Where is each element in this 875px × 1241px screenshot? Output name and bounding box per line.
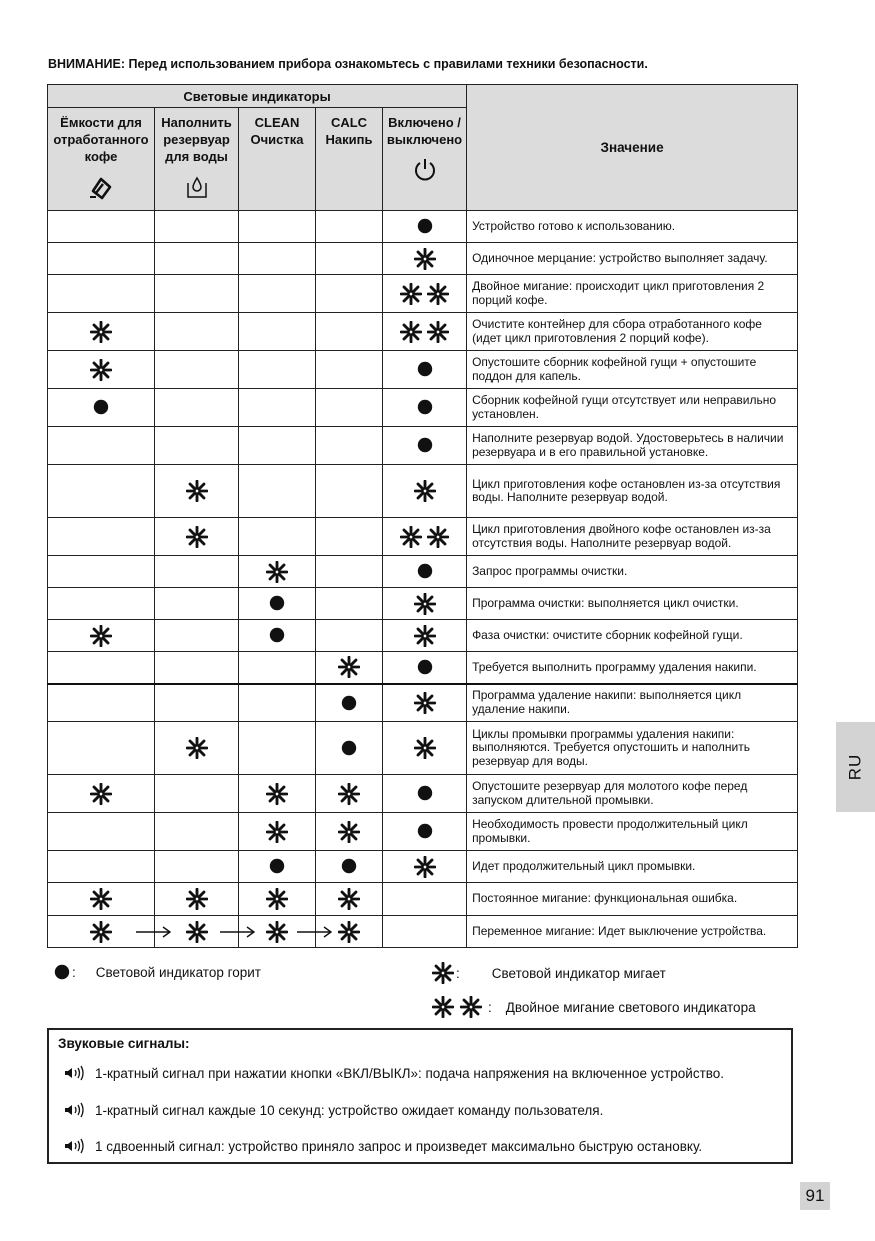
indicator-cell bbox=[155, 518, 239, 556]
blink-icon bbox=[427, 283, 449, 305]
table-row bbox=[48, 851, 798, 883]
table-row bbox=[48, 427, 798, 465]
indicator-cell bbox=[316, 556, 383, 588]
indicator-cell bbox=[316, 775, 383, 813]
safety-warning: ВНИМАНИЕ: Перед использованием прибора ознакомьтесь с правилами техники безопасности. bbox=[48, 57, 648, 71]
indicator-column-header bbox=[155, 108, 239, 211]
indicator-cell bbox=[48, 722, 155, 775]
blink-icon bbox=[338, 783, 360, 805]
indicator-cell bbox=[155, 465, 239, 518]
indicator-cell bbox=[383, 684, 467, 722]
indicator-cell bbox=[155, 684, 239, 722]
on-icon bbox=[269, 627, 285, 643]
indicator-cell bbox=[316, 275, 383, 313]
indicator-cell bbox=[48, 813, 155, 851]
indicator-cell bbox=[48, 275, 155, 313]
indicator-cell bbox=[48, 313, 155, 351]
indicator-cell bbox=[316, 243, 383, 275]
indicator-cell bbox=[383, 211, 467, 243]
on-icon bbox=[417, 659, 433, 675]
indicator-cell bbox=[239, 722, 316, 775]
blink-icon bbox=[432, 996, 454, 1018]
indicator-cell bbox=[48, 620, 155, 652]
indicator-cell bbox=[48, 652, 155, 684]
sound-item-text: 1-кратный сигнал при нажатии кнопки «ВКЛ/ВЫКЛ»: подача напряжения на включенное устройство. bbox=[95, 1065, 725, 1081]
language-tab bbox=[836, 722, 875, 812]
column-header-line: выключено bbox=[386, 132, 463, 147]
indicator-cell bbox=[383, 351, 467, 389]
indicator-cell bbox=[239, 684, 316, 722]
meaning-cell: Опустошите резервуар для молотого кофе перед запуском длительной промывки. bbox=[467, 775, 798, 813]
indicator-cell bbox=[316, 518, 383, 556]
indicator-cell bbox=[155, 588, 239, 620]
meaning-cell: Постоянное мигание: функциональная ошибка. bbox=[467, 883, 798, 916]
table-row bbox=[48, 722, 798, 775]
on-icon bbox=[417, 563, 433, 579]
meaning-cell: Одиночное мерцание: устройство выполняет задачу. bbox=[467, 243, 798, 275]
on-icon bbox=[54, 964, 70, 980]
indicator-cell bbox=[155, 883, 239, 916]
table-row bbox=[48, 211, 798, 243]
sound-item bbox=[63, 1102, 603, 1118]
sound-item-text: 1 сдвоенный сигнал: устройство приняло запрос и произведет максимально быструю остановку. bbox=[95, 1138, 703, 1154]
legend-blink-text: Световой индикатор мигает bbox=[491, 965, 666, 981]
sound-item bbox=[63, 1065, 724, 1081]
indicator-cell bbox=[383, 275, 467, 313]
indicator-cell bbox=[48, 427, 155, 465]
indicator-cell bbox=[316, 620, 383, 652]
indicator-cell bbox=[155, 556, 239, 588]
column-header-line: Ёмкости для bbox=[60, 115, 142, 130]
indicator-cell bbox=[316, 851, 383, 883]
indicator-cell bbox=[155, 722, 239, 775]
meaning-cell: Программа удаление накипи: выполняется цикл удаление накипи. bbox=[467, 684, 798, 722]
indicator-cell bbox=[383, 588, 467, 620]
indicator-cell bbox=[383, 813, 467, 851]
indicator-cell bbox=[316, 588, 383, 620]
indicator-cell bbox=[383, 518, 467, 556]
indicator-cell bbox=[48, 916, 155, 948]
indicator-cell bbox=[239, 775, 316, 813]
blink-icon bbox=[186, 737, 208, 759]
table-row bbox=[48, 684, 798, 722]
meaning-header: Значение bbox=[467, 85, 798, 211]
indicator-cell bbox=[48, 211, 155, 243]
column-header-line: Очистка bbox=[250, 132, 304, 147]
indicator-cell bbox=[239, 313, 316, 351]
column-header-line: кофе bbox=[84, 149, 118, 164]
indicator-cell bbox=[316, 813, 383, 851]
blink-icon bbox=[338, 888, 360, 910]
indicators-group-header: Световые индикаторы bbox=[48, 85, 467, 108]
indicator-cell bbox=[155, 916, 239, 948]
indicator-column-header bbox=[316, 108, 383, 211]
blink-icon bbox=[90, 783, 112, 805]
sound-item-text: 1-кратный сигнал каждые 10 секунд: устройство ожидает команду пользователя. bbox=[95, 1102, 604, 1118]
blink-icon bbox=[90, 359, 112, 381]
indicator-cell bbox=[155, 389, 239, 427]
table-row bbox=[48, 652, 798, 684]
blink-icon bbox=[414, 856, 436, 878]
indicator-cell bbox=[48, 883, 155, 916]
indicator-cell bbox=[383, 620, 467, 652]
indicator-cell bbox=[155, 313, 239, 351]
indicator-cell bbox=[239, 465, 316, 518]
indicator-cell bbox=[383, 556, 467, 588]
indicator-cell bbox=[383, 775, 467, 813]
speaker-icon bbox=[63, 1065, 85, 1081]
indicator-cell bbox=[48, 588, 155, 620]
meaning-cell: Наполните резервуар водой. Удостоверьтесь в наличии резервуара и в его правильной установке. bbox=[467, 427, 798, 465]
indicator-cell bbox=[383, 652, 467, 684]
blink-icon bbox=[266, 561, 288, 583]
indicator-cell bbox=[239, 851, 316, 883]
indicator-cell bbox=[316, 351, 383, 389]
table-row bbox=[48, 883, 798, 916]
meaning-cell: Сборник кофейной гущи отсутствует или неправильно установлен. bbox=[467, 389, 798, 427]
indicator-cell bbox=[155, 427, 239, 465]
table-row bbox=[48, 465, 798, 518]
blink-icon bbox=[338, 921, 360, 943]
indicator-cell bbox=[239, 620, 316, 652]
column-header-line: отработанного bbox=[53, 132, 149, 147]
indicator-cell bbox=[383, 243, 467, 275]
on-icon bbox=[417, 399, 433, 415]
indicator-cell bbox=[155, 620, 239, 652]
blink-icon bbox=[338, 821, 360, 843]
indicator-cell bbox=[239, 389, 316, 427]
blink-icon bbox=[266, 783, 288, 805]
blink-icon bbox=[186, 921, 208, 943]
column-header-line: резервуар bbox=[163, 132, 230, 147]
indicator-cell bbox=[316, 883, 383, 916]
indicator-cell bbox=[383, 851, 467, 883]
indicator-column-header bbox=[383, 108, 467, 211]
blink-icon bbox=[432, 962, 454, 984]
indicator-cell bbox=[48, 684, 155, 722]
meaning-cell: Необходимость провести продолжительный цикл промывки. bbox=[467, 813, 798, 851]
legend-blink-icon bbox=[432, 962, 454, 984]
indicator-cell bbox=[48, 243, 155, 275]
blink-icon bbox=[266, 888, 288, 910]
on-icon bbox=[417, 823, 433, 839]
blink-icon bbox=[186, 888, 208, 910]
column-header-line: Накипь bbox=[325, 132, 373, 147]
blink-icon bbox=[266, 821, 288, 843]
legend-double-text: Двойное мигание светового индикатора bbox=[505, 999, 756, 1015]
indicator-column-header bbox=[239, 108, 316, 211]
speaker-icon bbox=[63, 1138, 85, 1154]
on-icon bbox=[341, 740, 357, 756]
meaning-cell: Запрос программы очистки. bbox=[467, 556, 798, 588]
meaning-cell: Цикл приготовления двойного кофе остановлен из-за отсутствия воды. Наполните резервуар водой. bbox=[467, 518, 798, 556]
table-row bbox=[48, 620, 798, 652]
indicator-cell bbox=[239, 883, 316, 916]
indicator-column-header bbox=[48, 108, 155, 211]
legend-double-blink-icon bbox=[432, 996, 482, 1018]
indicator-cell bbox=[316, 722, 383, 775]
indicator-cell bbox=[155, 211, 239, 243]
column-header-line: Наполнить bbox=[161, 115, 232, 130]
meaning-cell: Требуется выполнить программу удаления накипи. bbox=[467, 652, 798, 684]
meaning-cell: Цикл приготовления кофе остановлен из-за отсутствия воды. Наполните резервуар водой. bbox=[467, 465, 798, 518]
indicator-cell bbox=[239, 652, 316, 684]
table-row bbox=[48, 243, 798, 275]
legend-on-icon bbox=[54, 964, 70, 980]
indicator-cell bbox=[383, 313, 467, 351]
blink-icon bbox=[90, 888, 112, 910]
on-icon bbox=[93, 399, 109, 415]
blink-icon bbox=[427, 321, 449, 343]
indicator-cell bbox=[239, 588, 316, 620]
blink-icon bbox=[400, 283, 422, 305]
column-header-line: CALC bbox=[330, 115, 368, 130]
blink-icon bbox=[414, 593, 436, 615]
indicator-cell bbox=[239, 813, 316, 851]
meaning-cell: Переменное мигание: Идет выключение устройства. bbox=[467, 916, 798, 948]
legend-on-colon: : bbox=[72, 964, 76, 980]
on-icon bbox=[341, 695, 357, 711]
indicator-cell bbox=[48, 518, 155, 556]
indicator-cell bbox=[383, 916, 467, 948]
indicator-cell bbox=[239, 556, 316, 588]
blink-icon bbox=[460, 996, 482, 1018]
indicator-cell bbox=[316, 389, 383, 427]
meaning-cell: Очистите контейнер для сбора отработанного кофе (идет цикл приготовления 2 порций кофе). bbox=[467, 313, 798, 351]
table-row bbox=[48, 588, 798, 620]
blink-icon bbox=[90, 625, 112, 647]
table-row bbox=[48, 518, 798, 556]
blink-icon bbox=[414, 692, 436, 714]
table-row bbox=[48, 313, 798, 351]
page-number: 91 bbox=[800, 1182, 830, 1210]
indicator-cell bbox=[48, 351, 155, 389]
indicator-cell bbox=[316, 465, 383, 518]
on-icon bbox=[417, 785, 433, 801]
sound-signals-title: Звуковые сигналы: bbox=[58, 1036, 190, 1051]
meaning-cell: Циклы промывки программы удаления накипи: выполняются. Требуется опустошить и наполнить резервуар для воды. bbox=[467, 722, 798, 775]
indicator-cell bbox=[155, 351, 239, 389]
indicator-cell bbox=[383, 465, 467, 518]
meaning-cell: Программа очистки: выполняется цикл очистки. bbox=[467, 588, 798, 620]
indicator-cell bbox=[155, 813, 239, 851]
on-icon bbox=[417, 218, 433, 234]
blink-icon bbox=[338, 656, 360, 678]
indicator-cell bbox=[383, 427, 467, 465]
blink-icon bbox=[186, 526, 208, 548]
blink-icon bbox=[266, 921, 288, 943]
legend-on-text: Световой индикатор горит bbox=[95, 964, 261, 980]
indicator-cell bbox=[155, 851, 239, 883]
table-row bbox=[48, 556, 798, 588]
sound-signals-box bbox=[47, 1028, 793, 1164]
table-row bbox=[48, 351, 798, 389]
indicator-cell bbox=[383, 883, 467, 916]
blink-icon bbox=[427, 526, 449, 548]
meaning-cell: Двойное мигание: происходит цикл приготовления 2 порций кофе. bbox=[467, 275, 798, 313]
indicator-cell bbox=[383, 722, 467, 775]
indicator-cell bbox=[48, 465, 155, 518]
on-icon bbox=[341, 858, 357, 874]
indicator-cell bbox=[155, 243, 239, 275]
on-icon bbox=[417, 361, 433, 377]
meaning-cell: Идет продолжительный цикл промывки. bbox=[467, 851, 798, 883]
indicator-cell bbox=[316, 313, 383, 351]
indicator-cell bbox=[239, 427, 316, 465]
indicator-cell bbox=[316, 652, 383, 684]
indicator-cell bbox=[48, 389, 155, 427]
on-icon bbox=[269, 858, 285, 874]
meaning-cell: Устройство готово к использованию. bbox=[467, 211, 798, 243]
indicator-table bbox=[47, 84, 798, 948]
sound-item bbox=[63, 1138, 702, 1154]
arrow-right-icon bbox=[297, 925, 333, 939]
indicator-cell bbox=[155, 652, 239, 684]
language-tab-label: RU bbox=[845, 753, 865, 781]
legend-blink-colon: : bbox=[456, 965, 460, 981]
indicator-cell bbox=[155, 275, 239, 313]
table-row bbox=[48, 275, 798, 313]
on-icon bbox=[269, 595, 285, 611]
blink-icon bbox=[414, 737, 436, 759]
column-header-line: для воды bbox=[165, 149, 228, 164]
on-icon bbox=[417, 437, 433, 453]
legend bbox=[0, 960, 875, 1020]
indicator-cell bbox=[48, 556, 155, 588]
blink-icon bbox=[400, 321, 422, 343]
meaning-cell: Фаза очистки: очистите сборник кофейной гущи. bbox=[467, 620, 798, 652]
blink-icon bbox=[400, 526, 422, 548]
blink-icon bbox=[414, 248, 436, 270]
table-row bbox=[48, 916, 798, 948]
indicator-cell bbox=[239, 243, 316, 275]
coffee-grounds-icon bbox=[87, 173, 115, 201]
indicator-cell bbox=[239, 211, 316, 243]
table-row bbox=[48, 775, 798, 813]
legend-double-colon: : bbox=[488, 999, 492, 1015]
indicator-cell bbox=[316, 211, 383, 243]
blink-icon bbox=[186, 480, 208, 502]
indicator-cell bbox=[383, 389, 467, 427]
indicator-cell bbox=[239, 351, 316, 389]
water-tank-icon bbox=[183, 173, 211, 201]
column-header-line: CLEAN bbox=[254, 115, 300, 130]
meaning-cell: Опустошите сборник кофейной гущи + опустошите поддон для капель. bbox=[467, 351, 798, 389]
table-row bbox=[48, 813, 798, 851]
indicator-cell bbox=[239, 275, 316, 313]
blink-icon bbox=[414, 625, 436, 647]
indicator-cell bbox=[239, 916, 316, 948]
speaker-icon bbox=[63, 1102, 85, 1118]
blink-icon bbox=[414, 480, 436, 502]
indicator-cell bbox=[48, 775, 155, 813]
indicator-cell bbox=[155, 775, 239, 813]
indicator-cell bbox=[239, 518, 316, 556]
indicator-cell bbox=[48, 851, 155, 883]
table-row bbox=[48, 389, 798, 427]
column-header-line: Включено / bbox=[388, 115, 461, 130]
blink-icon bbox=[90, 321, 112, 343]
power-icon bbox=[411, 156, 439, 184]
indicator-cell bbox=[316, 427, 383, 465]
indicator-cell bbox=[316, 684, 383, 722]
blink-icon bbox=[90, 921, 112, 943]
